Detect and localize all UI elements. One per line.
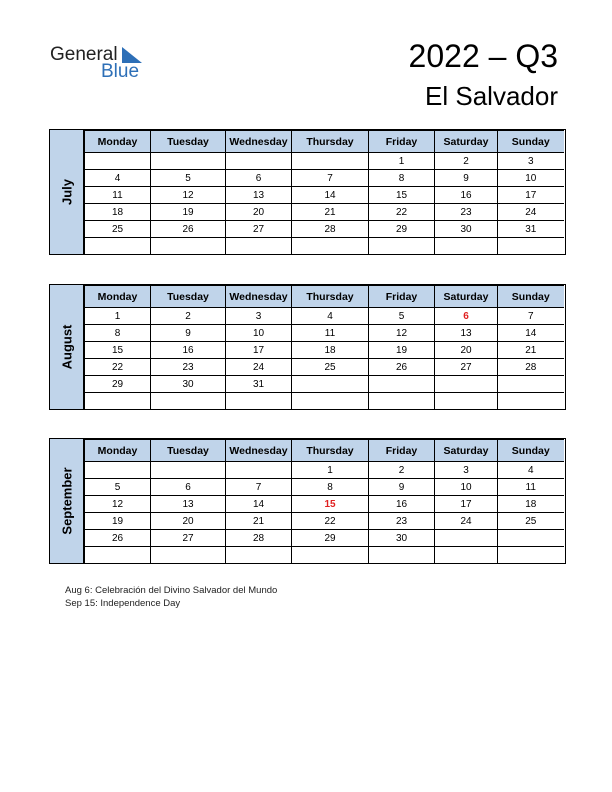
day-cell: 24: [226, 359, 292, 376]
week-row: [85, 187, 564, 204]
day-cell: [435, 393, 498, 410]
day-cell: 20: [226, 204, 292, 221]
day-cell: [226, 238, 292, 255]
day-cell: 3: [226, 308, 292, 325]
day-cell: 17: [226, 342, 292, 359]
day-cell: 5: [369, 308, 435, 325]
week-row: [85, 204, 564, 221]
week-row: [85, 530, 564, 547]
day-cell: 26: [151, 221, 226, 238]
month-september: [49, 438, 566, 564]
day-cell: 25: [85, 221, 151, 238]
day-cell: 29: [292, 530, 369, 547]
month-august: [49, 284, 566, 410]
day-cell: 2: [151, 308, 226, 325]
day-cell: [498, 530, 564, 547]
day-cell: 17: [435, 496, 498, 513]
day-cell: 18: [498, 496, 564, 513]
week-row: [85, 496, 564, 513]
day-cell: 14: [292, 187, 369, 204]
weekday-header: Sunday: [498, 440, 564, 462]
day-cell: [226, 462, 292, 479]
day-cell: [498, 393, 564, 410]
day-cell: 3: [498, 153, 564, 170]
day-cell: [226, 547, 292, 564]
day-cell: 20: [151, 513, 226, 530]
week-row: [85, 325, 564, 342]
day-cell: 7: [498, 308, 564, 325]
day-cell: 19: [369, 342, 435, 359]
day-cell: 13: [226, 187, 292, 204]
holiday-note: Aug 6: Celebración del Divino Salvador del Mundo: [65, 585, 278, 596]
day-cell: 16: [151, 342, 226, 359]
weekday-header-row: [85, 131, 564, 153]
day-cell: 10: [435, 479, 498, 496]
weekday-header: Wednesday: [226, 131, 292, 153]
day-cell: 25: [498, 513, 564, 530]
week-row: [85, 547, 564, 564]
calendar-grid: [84, 439, 564, 563]
weekday-header: Tuesday: [151, 286, 226, 308]
day-cell: 17: [498, 187, 564, 204]
calendar-grid: [84, 285, 564, 409]
day-cell: 23: [435, 204, 498, 221]
day-cell: 5: [151, 170, 226, 187]
calendar-grid: [84, 130, 564, 254]
day-cell: [435, 547, 498, 564]
day-cell: 6: [435, 308, 498, 325]
month-label-bar: [50, 439, 84, 563]
day-cell: [151, 462, 226, 479]
day-cell: 14: [226, 496, 292, 513]
day-cell: 31: [498, 221, 564, 238]
weekday-header: Sunday: [498, 286, 564, 308]
day-cell: 23: [369, 513, 435, 530]
day-cell: [435, 238, 498, 255]
day-cell: 31: [226, 376, 292, 393]
day-cell: 7: [226, 479, 292, 496]
day-cell: 23: [151, 359, 226, 376]
month-label-bar: [50, 285, 84, 409]
weekday-header: Wednesday: [226, 440, 292, 462]
week-row: [85, 462, 564, 479]
day-cell: 26: [369, 359, 435, 376]
day-cell: 25: [292, 359, 369, 376]
week-row: [85, 221, 564, 238]
month-name: August: [59, 324, 74, 370]
day-cell: 13: [435, 325, 498, 342]
weekday-header: Monday: [85, 440, 151, 462]
day-cell: 5: [85, 479, 151, 496]
day-cell: 4: [85, 170, 151, 187]
page-title: 2022 – Q3: [408, 38, 558, 74]
day-cell: 27: [151, 530, 226, 547]
day-cell: 22: [85, 359, 151, 376]
day-cell: 28: [498, 359, 564, 376]
logo: [50, 44, 150, 84]
day-cell: 22: [369, 204, 435, 221]
day-cell: 6: [151, 479, 226, 496]
day-cell: [369, 547, 435, 564]
day-cell: 11: [292, 325, 369, 342]
weekday-header: Monday: [85, 286, 151, 308]
day-cell: 30: [369, 530, 435, 547]
day-cell: 2: [369, 462, 435, 479]
day-cell: 24: [435, 513, 498, 530]
day-cell: 6: [226, 170, 292, 187]
day-cell: 28: [292, 221, 369, 238]
page-subtitle: El Salvador: [425, 81, 558, 111]
weekday-header: Monday: [85, 131, 151, 153]
day-cell: [151, 153, 226, 170]
day-cell: 13: [151, 496, 226, 513]
week-row: [85, 479, 564, 496]
logo-general: General: [50, 44, 118, 65]
day-cell: 19: [85, 513, 151, 530]
day-cell: [498, 238, 564, 255]
week-row: [85, 393, 564, 410]
weekday-header: Saturday: [435, 131, 498, 153]
day-cell: 26: [85, 530, 151, 547]
month-name: July: [59, 178, 74, 206]
day-cell: [151, 393, 226, 410]
day-cell: 8: [292, 479, 369, 496]
day-cell: 21: [226, 513, 292, 530]
day-cell: 12: [151, 187, 226, 204]
week-row: [85, 342, 564, 359]
day-cell: 7: [292, 170, 369, 187]
day-cell: 30: [435, 221, 498, 238]
day-cell: [369, 376, 435, 393]
weekday-header-row: [85, 286, 564, 308]
week-row: [85, 170, 564, 187]
day-cell: 11: [85, 187, 151, 204]
day-cell: 3: [435, 462, 498, 479]
day-cell: [369, 393, 435, 410]
day-cell: 12: [85, 496, 151, 513]
day-cell: [151, 547, 226, 564]
day-cell: [292, 238, 369, 255]
weekday-header: Friday: [369, 440, 435, 462]
day-cell: [292, 376, 369, 393]
weekday-header: Saturday: [435, 286, 498, 308]
day-cell: 21: [292, 204, 369, 221]
weekday-header: Sunday: [498, 131, 564, 153]
week-row: [85, 238, 564, 255]
day-cell: [85, 547, 151, 564]
month-july: [49, 129, 566, 255]
week-row: [85, 153, 564, 170]
day-cell: 11: [498, 479, 564, 496]
day-cell: 29: [85, 376, 151, 393]
day-cell: 9: [151, 325, 226, 342]
weekday-header: Friday: [369, 286, 435, 308]
day-cell: [85, 393, 151, 410]
week-row: [85, 513, 564, 530]
day-cell: 24: [498, 204, 564, 221]
holiday-notes: [65, 584, 277, 610]
weekday-header: Saturday: [435, 440, 498, 462]
weekday-header: Tuesday: [151, 440, 226, 462]
day-cell: 8: [85, 325, 151, 342]
day-cell: 1: [369, 153, 435, 170]
day-cell: [292, 393, 369, 410]
month-name: September: [59, 467, 74, 535]
week-row: [85, 359, 564, 376]
day-cell: 20: [435, 342, 498, 359]
day-cell: 18: [85, 204, 151, 221]
day-cell: [85, 153, 151, 170]
day-cell: [226, 153, 292, 170]
day-cell: 4: [292, 308, 369, 325]
weekday-header: Tuesday: [151, 131, 226, 153]
day-cell: [226, 393, 292, 410]
day-cell: 1: [85, 308, 151, 325]
weekday-header: Friday: [369, 131, 435, 153]
day-cell: 30: [151, 376, 226, 393]
day-cell: 9: [369, 479, 435, 496]
day-cell: [369, 238, 435, 255]
weekday-header: Thursday: [292, 131, 369, 153]
day-cell: 16: [369, 496, 435, 513]
day-cell: 21: [498, 342, 564, 359]
day-cell: 16: [435, 187, 498, 204]
day-cell: 12: [369, 325, 435, 342]
day-cell: 10: [498, 170, 564, 187]
day-cell: 4: [498, 462, 564, 479]
day-cell: [151, 238, 226, 255]
day-cell: 27: [435, 359, 498, 376]
week-row: [85, 308, 564, 325]
day-cell: 15: [369, 187, 435, 204]
day-cell: 15: [292, 496, 369, 513]
day-cell: [292, 153, 369, 170]
day-cell: [435, 376, 498, 393]
holiday-note: Sep 15: Independence Day: [65, 598, 181, 609]
weekday-header: Wednesday: [226, 286, 292, 308]
week-row: [85, 376, 564, 393]
day-cell: 22: [292, 513, 369, 530]
day-cell: 18: [292, 342, 369, 359]
weekday-header-row: [85, 440, 564, 462]
day-cell: [498, 547, 564, 564]
day-cell: 15: [85, 342, 151, 359]
day-cell: 19: [151, 204, 226, 221]
day-cell: 29: [369, 221, 435, 238]
day-cell: 9: [435, 170, 498, 187]
day-cell: 28: [226, 530, 292, 547]
logo-blue: Blue: [101, 61, 140, 82]
day-cell: 27: [226, 221, 292, 238]
day-cell: 10: [226, 325, 292, 342]
month-label-bar: [50, 130, 84, 254]
day-cell: [292, 547, 369, 564]
day-cell: [85, 238, 151, 255]
day-cell: 14: [498, 325, 564, 342]
day-cell: 8: [369, 170, 435, 187]
day-cell: [435, 530, 498, 547]
weekday-header: Thursday: [292, 440, 369, 462]
weekday-header: Thursday: [292, 286, 369, 308]
day-cell: [85, 462, 151, 479]
day-cell: [498, 376, 564, 393]
day-cell: 2: [435, 153, 498, 170]
day-cell: 1: [292, 462, 369, 479]
